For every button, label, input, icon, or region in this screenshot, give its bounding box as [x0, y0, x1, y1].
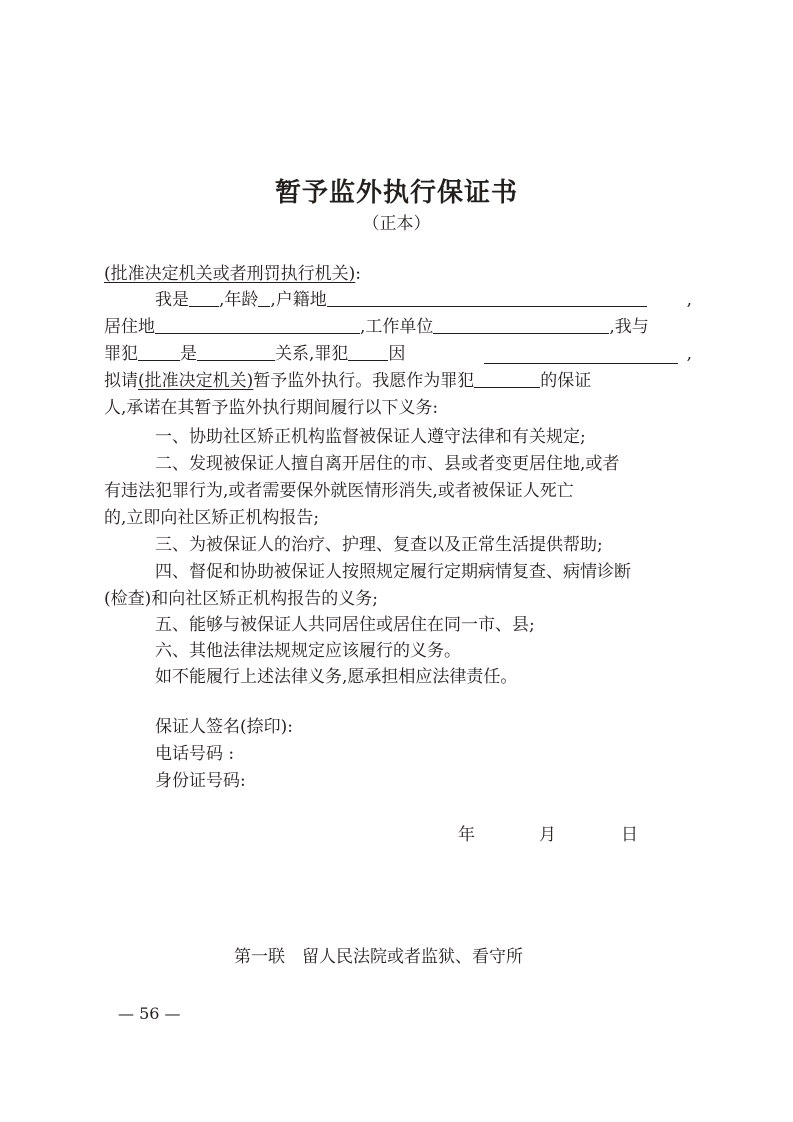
duty-2-line-1: 二、发现被保证人擅自离开居住的市、县或者变更居住地,或者 — [155, 454, 620, 474]
copy-footer: 第一联 留人民法院或者监狱、看守所 — [234, 947, 523, 967]
duty-1: 一、协助社区矫正机构监督被保证人遵守法律和有关规定; — [155, 427, 586, 447]
addressee-line: (批准决定机关或者刑罚执行机关): — [104, 264, 361, 284]
paragraph-line-3: 罪犯 是 关系,罪犯 因 , — [104, 344, 692, 364]
closing-statement: 如不能履行上述法律义务,愿承担相应法律责任。 — [155, 667, 518, 687]
guarantor-signature-label: 保证人签名(捺印): — [155, 717, 293, 737]
name-blank — [189, 288, 219, 307]
duty-5: 五、能够与被保证人共同居住或居住在同一市、县; — [155, 615, 535, 635]
phone-label: 电话号码 : — [155, 744, 235, 764]
reason-blank — [484, 345, 678, 364]
document-subtitle: （正本） — [362, 214, 431, 234]
addressee-blank: (批准决定机关或者刑罚执行机关) — [104, 264, 356, 284]
workplace-blank — [433, 315, 609, 334]
duty-4-line-2: (检查)和向社区矫正机构报告的义务; — [104, 589, 378, 609]
duty-3: 三、为被保证人的治疗、护理、复查以及正常生活提供帮助; — [155, 535, 603, 555]
id-number-label: 身份证号码: — [155, 771, 246, 791]
approval-authority-blank: (批准决定机关) — [138, 371, 254, 391]
residence-blank — [155, 315, 360, 334]
duty-2-line-3: 的,立即向社区矫正机构报告; — [104, 508, 320, 528]
criminal-name-blank — [138, 342, 180, 361]
document-title: 暂予监外执行保证书 — [274, 178, 518, 208]
date-year: 年 — [458, 825, 475, 845]
page-number: — 56 — — [118, 1004, 181, 1023]
date-month: 月 — [539, 825, 556, 845]
criminal-name-blank-2 — [348, 342, 388, 361]
duty-6: 六、其他法律法规规定应该履行的义务。 — [155, 641, 461, 661]
duty-4-line-1: 四、督促和协助被保证人按照规定履行定期病情复查、病情诊断 — [155, 562, 631, 582]
household-registration-blank — [327, 288, 647, 307]
paragraph-line-2: 居住地 ,工作单位 ,我与 — [104, 317, 649, 337]
paragraph-line-5: 人,承诺在其暂予监外执行期间履行以下义务: — [104, 398, 439, 418]
paragraph-line-4: 拟请(批准决定机关)暂予监外执行。我愿作为罪犯 的保证 — [104, 371, 592, 391]
paragraph-line-1: 我是 ,年龄 ,户籍地 , — [155, 290, 692, 310]
relationship-blank — [197, 342, 275, 361]
criminal-name-blank-3 — [474, 369, 540, 388]
duty-2-line-2: 有违法犯罪行为,或者需要保外就医情形消失,或者被保证人死亡 — [104, 481, 574, 501]
date-day: 日 — [621, 825, 638, 845]
age-blank — [258, 288, 270, 307]
